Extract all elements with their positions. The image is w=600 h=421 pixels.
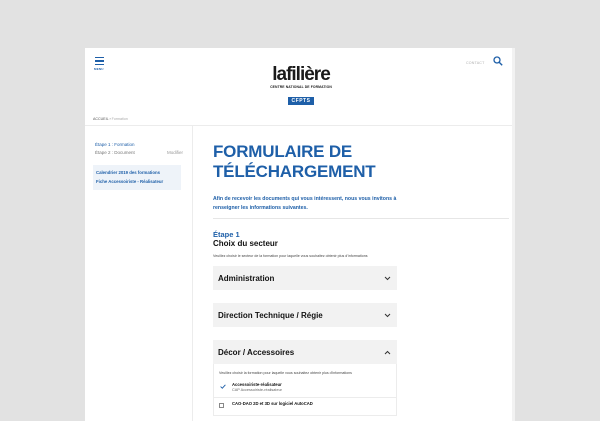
option-name: Accessoiriste-réalisateur — [232, 382, 282, 387]
accordion-title: Décor / Accessoires — [218, 347, 295, 357]
breadcrumb-separator: › — [109, 117, 111, 121]
training-option[interactable] — [214, 397, 396, 415]
sidebar — [85, 126, 193, 421]
step-label: Étape 2 : Document — [95, 150, 135, 155]
menu-icon-bar — [95, 60, 104, 61]
chevron-down-icon — [384, 313, 391, 318]
breadcrumb-current: Formation — [111, 117, 128, 121]
accordion-direction-technique — [213, 303, 397, 327]
site-logo[interactable] — [266, 65, 336, 107]
chevron-down-icon — [384, 276, 391, 281]
option-name: CAO-DAO 2D et 3D sur logiciel AutoCAD — [232, 401, 313, 406]
training-option[interactable] — [214, 379, 396, 397]
accordion-header[interactable] — [213, 340, 397, 364]
browser-window — [85, 48, 515, 421]
menu-icon-bar — [95, 64, 104, 65]
step-instructions: Veuillez choisir le secteur de la formation pour laquelle vous souhaitez obtenir plus d'informations — [213, 254, 368, 258]
accordion-header[interactable] — [213, 266, 397, 290]
menu-icon — [95, 57, 104, 58]
accordion-administration — [213, 266, 397, 290]
search-icon[interactable] — [493, 56, 503, 66]
accordion-body — [213, 364, 397, 416]
modify-link[interactable]: Modifier — [166, 150, 183, 155]
section-divider — [213, 218, 509, 219]
intro-text: Afin de recevoir les documents qui vous intéressent, nous vous invitons à renseigner les informations suivantes. — [213, 196, 397, 211]
accordion-title: Administration — [218, 273, 275, 283]
sidebar-step-1[interactable] — [95, 141, 183, 149]
step-title: Choix du secteur — [213, 239, 278, 248]
menu-label: MENU — [94, 66, 104, 71]
breadcrumb-home[interactable]: ACCUEIL — [93, 117, 109, 121]
sidebar-step-2 — [95, 149, 183, 157]
section-instructions: Veuillez choisir la formation pour laquelle vous souhaitez obtenir plus d'informations — [219, 371, 352, 375]
menu-button[interactable] — [94, 57, 108, 75]
logo-wordmark: lafilière — [272, 64, 330, 85]
logo-subtitle: CENTRE NATIONAL DE FORMATION — [270, 85, 332, 89]
chevron-up-icon — [384, 350, 391, 355]
accordion-title: Direction Technique / Régie — [218, 310, 323, 320]
logo-badge: CFPTS — [288, 97, 315, 105]
breadcrumb — [93, 117, 128, 121]
document-item[interactable]: Fiche Accessoiriste - Réalisateur — [96, 178, 164, 184]
selected-documents — [93, 165, 181, 190]
step-list — [85, 126, 192, 157]
site-header — [85, 48, 515, 116]
checkbox[interactable] — [219, 403, 224, 408]
check-icon — [220, 384, 226, 389]
option-code: CAP Accessoiriste-réalisateur — [232, 387, 282, 392]
scrollbar[interactable] — [512, 48, 515, 421]
step-label: Étape 1 : Formation — [95, 142, 135, 147]
accordion-header[interactable] — [213, 303, 397, 327]
page-title: FORMULAIRE DE TÉLÉCHARGEMENT — [213, 142, 376, 181]
accordion-decor-accessoires — [213, 340, 397, 416]
document-item[interactable]: Calendrier 2019 des formations — [96, 170, 161, 175]
contact-link[interactable]: CONTACT — [466, 61, 485, 65]
step-number: Étape 1 — [213, 230, 240, 239]
